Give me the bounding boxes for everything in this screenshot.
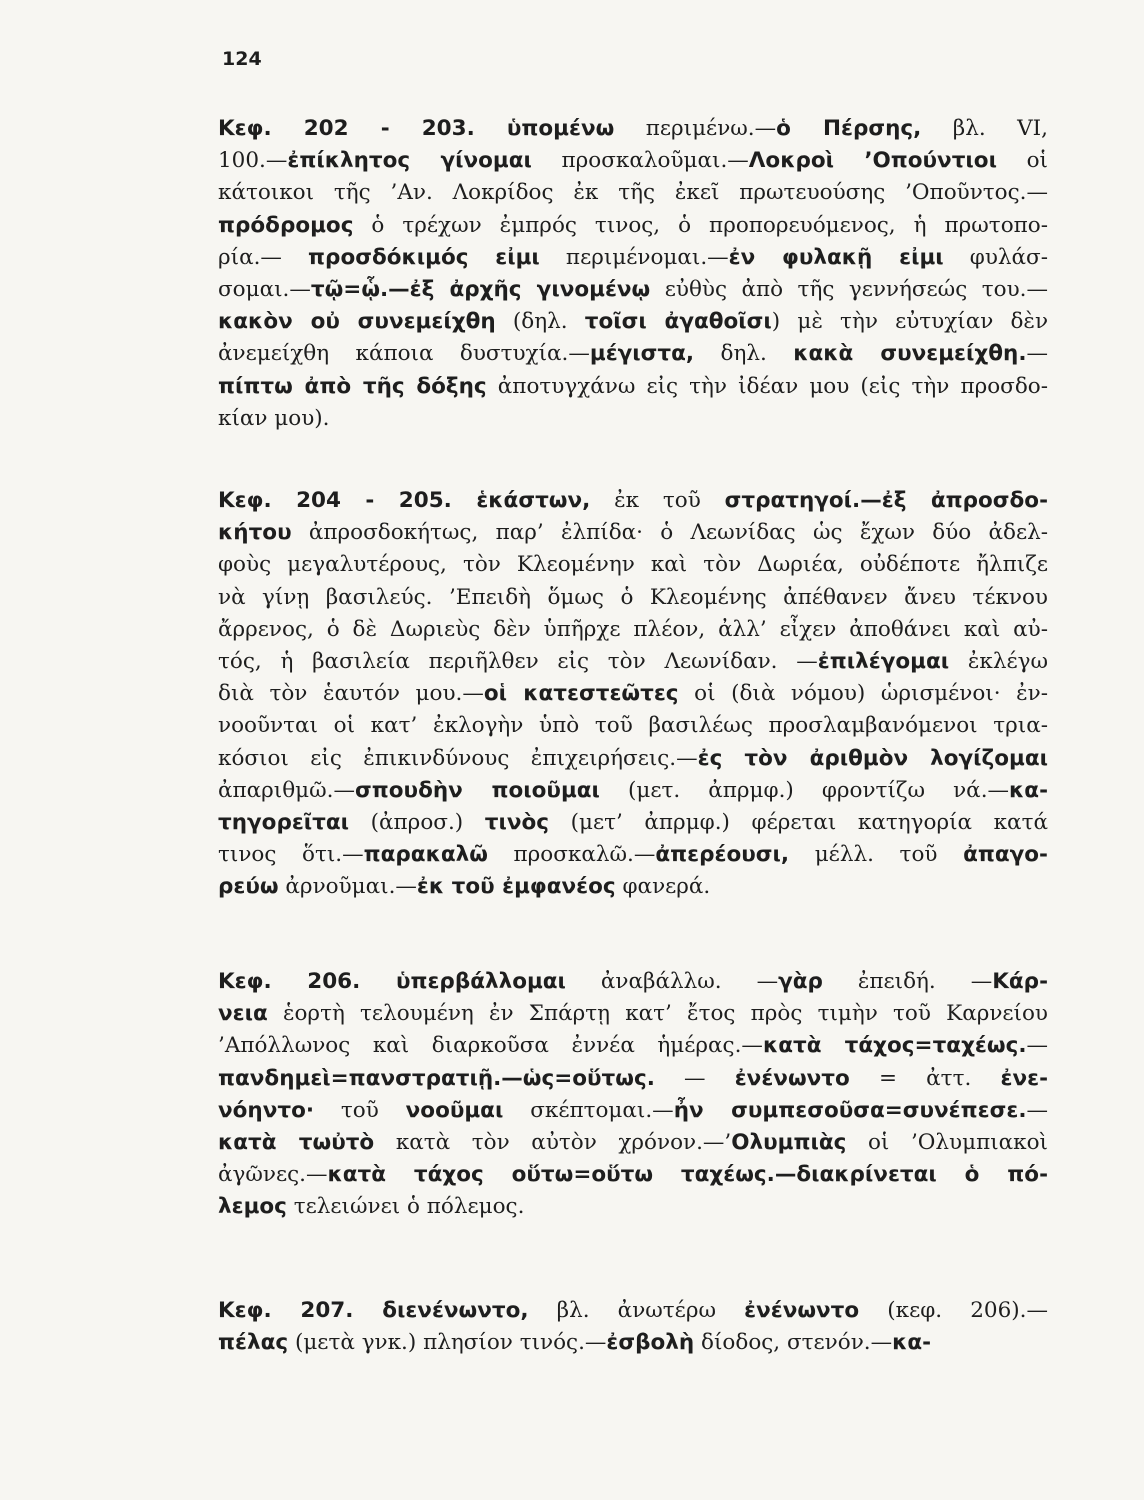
text-line xyxy=(218,582,1048,614)
lemma-term: πίπτω ἀπὸ τῆς δόξης xyxy=(218,373,487,399)
lemma-term: λεμος xyxy=(218,1194,287,1220)
gloss-text: — xyxy=(1026,1033,1048,1059)
text-line xyxy=(218,338,1048,370)
lemma-term: ἐκ τοῦ ἐμφανέος xyxy=(416,874,616,900)
gloss-text: σομαι.— xyxy=(218,277,311,303)
gloss-text: ) μὲ τὴν εὐτυχίαν δὲν xyxy=(771,309,1049,335)
lemma-term: κήτου xyxy=(218,520,292,546)
lemma-term: ἐσβολὴ xyxy=(606,1330,695,1356)
text-line xyxy=(218,485,1048,517)
gloss-text: βλ. ἀνωτέρω xyxy=(528,1298,745,1323)
lemma-term: πρόδρομος xyxy=(218,212,354,238)
gloss-text: σκέπτομαι.— xyxy=(503,1097,674,1123)
lemma-term: τηγορεῖται xyxy=(218,810,350,836)
lemma-term: Κεφ. 202 - 203. xyxy=(218,116,507,141)
gloss-text: ἐκ τοῦ xyxy=(590,488,725,513)
text-line xyxy=(218,871,1048,903)
lemma-term: ἐς τὸν ἀριθμὸν λογίζομαι xyxy=(697,745,1048,771)
lemma-term: πανδημεὶ=πανστρατιῇ.—ὡς=οὕτως. xyxy=(218,1065,655,1091)
text-line xyxy=(218,403,1048,435)
gloss-text: περιμένω.— xyxy=(614,116,777,141)
lemma-term: παρακαλῶ xyxy=(363,842,488,868)
page-number: 124 xyxy=(222,48,262,70)
lemma-term: ἀπαγο- xyxy=(963,842,1048,868)
gloss-text: ρία.— xyxy=(218,244,309,270)
text-line xyxy=(218,177,1048,209)
gloss-text: κατὰ τὸν αὐτὸν χρόνον.—’ xyxy=(374,1130,732,1156)
lemma-term: τῷ=ᾧ.—ἐξ ἀρχῆς γινομένῳ xyxy=(310,277,651,303)
lemma-term: ἐνε- xyxy=(1000,1065,1048,1091)
text-line xyxy=(218,743,1048,775)
lemma-term: νεια xyxy=(218,1001,268,1027)
text-line xyxy=(218,614,1048,646)
gloss-text: — xyxy=(1026,341,1048,367)
text-line xyxy=(218,549,1048,581)
lemma-term: γὰρ xyxy=(778,969,823,994)
gloss-text: ἑορτὴ τελουμένη ἐν Σπάρτῃ κατ’ ἔτος πρὸς τιμὴν τοῦ Καρνείου xyxy=(267,1001,1048,1027)
lemma-term: κα- xyxy=(1009,777,1048,803)
gloss-text: τελειώνει ὁ πόλεμος. xyxy=(286,1194,525,1220)
text-line xyxy=(218,1327,1048,1359)
text-line xyxy=(218,1030,1048,1062)
lemma-term: ἐν φυλακῇ εἰμι xyxy=(728,244,944,270)
lemma-term: νόηντο· xyxy=(218,1097,315,1123)
gloss-text: τοῦ xyxy=(314,1097,406,1123)
gloss-text: ἀγῶνες.— xyxy=(218,1162,328,1188)
gloss-text: (μετ. ἀπρμφ.) φροντίζω νά.— xyxy=(599,777,1010,803)
lemma-term: πέλας xyxy=(218,1330,289,1356)
text-line xyxy=(218,306,1048,338)
gloss-text: (μετὰ γνκ.) πλησίον τινός.— xyxy=(288,1330,607,1356)
text-line xyxy=(218,1063,1048,1095)
lemma-term: ἀπερέουσι, xyxy=(655,842,790,868)
commentary-chapters-202-203 xyxy=(218,113,1048,435)
gloss-text: ὁ τρέχων ἐμπρός τινος, ὁ προπορευόμενος, ἡ πρωτοπο- xyxy=(353,212,1048,238)
text-line xyxy=(218,145,1048,177)
gloss-text: οἱ xyxy=(996,148,1048,174)
gloss-text: βλ. VI, xyxy=(921,116,1048,141)
text-line xyxy=(218,807,1048,839)
lemma-term: κα- xyxy=(892,1330,932,1356)
gloss-text: μέλλ. τοῦ xyxy=(789,842,964,868)
text-line xyxy=(218,998,1048,1030)
text-line xyxy=(218,242,1048,274)
lemma-term: σπουδὴν ποιοῦμαι xyxy=(355,777,600,803)
text-line xyxy=(218,371,1048,403)
gloss-text: ἐκλέγω xyxy=(949,649,1048,675)
gloss-text: φοὺς μεγαλυτέρους, τὸν Κλεομένην καὶ τὸν Δωριέα, οὐδέποτε ἤλπιζε xyxy=(218,552,1048,578)
gloss-text: (κεφ. 206).— xyxy=(859,1298,1049,1323)
text-line xyxy=(218,966,1048,998)
text-line xyxy=(218,646,1048,678)
commentary-chapter-207 xyxy=(218,1295,1048,1359)
gloss-text: ἀπαριθμῶ.— xyxy=(218,777,356,803)
lemma-term: ἑκάστων, xyxy=(476,488,591,513)
text-line xyxy=(218,274,1048,306)
gloss-text: προσκαλῶ.— xyxy=(487,842,656,868)
gloss-text: περιμένομαι.— xyxy=(539,244,729,270)
lemma-term: ὑπερβάλλομαι xyxy=(395,969,566,994)
lemma-term: κατὰ τάχος οὕτω=οὕτω ταχέως.—διακρίνεται ὁ πό- xyxy=(327,1162,1048,1188)
text-line xyxy=(218,1295,1048,1327)
text-line xyxy=(218,710,1048,742)
lemma-term: στρατηγοί.—ἐξ ἀπροσδο- xyxy=(724,488,1049,513)
gloss-text: ἀπροσδοκήτως, παρ’ ἐλπίδα· ὁ Λεωνίδας ὡς ἔχων δύο ἀδελ- xyxy=(291,520,1048,546)
text-line xyxy=(218,517,1048,549)
lemma-term: ὑπομένω xyxy=(506,116,615,141)
gloss-text: (μετ’ ἀπρμφ.) φέρεται κατηγορία κατά xyxy=(549,810,1048,836)
lemma-term: ἐνένωντο xyxy=(744,1298,860,1323)
lemma-term: κακὸν οὐ συνεμείχθη xyxy=(218,309,496,335)
lemma-term: ἐνένωντο xyxy=(734,1065,850,1091)
gloss-text: ἄρρενος, ὁ δὲ Δωριεὺς δὲν ὑπῆρχε πλέον, ἀλλ’ εἶχεν ἀποθάνει καὶ αὐ- xyxy=(218,616,1048,642)
text-line xyxy=(218,210,1048,242)
lemma-term: κακὰ συνεμείχθη. xyxy=(793,341,1027,367)
text-line xyxy=(218,678,1048,710)
gloss-text: δίοδος, στενόν.— xyxy=(694,1330,893,1356)
lemma-term: κατὰ τωὐτὸ xyxy=(218,1130,375,1156)
lemma-term: κατὰ τάχος=ταχέως. xyxy=(762,1033,1027,1059)
gloss-text: προσκαλοῦμαι.— xyxy=(531,148,749,174)
gloss-text: οἱ (διὰ νόμου) ὡρισμένοι· ἐν- xyxy=(678,681,1048,707)
gloss-text: οἱ ’Ολυμπιακοὶ xyxy=(846,1130,1048,1156)
gloss-text: τός, ἡ βασιλεία περιῆλθεν εἰς τὸν Λεωνίδαν. — xyxy=(218,649,818,675)
lemma-term: τινὸς xyxy=(484,810,550,836)
gloss-text: ἀρνοῦμαι.— xyxy=(278,874,417,900)
gloss-text: ἀνεμείχθη κάποια δυστυχία.— xyxy=(218,341,590,367)
lemma-term: τοῖσι ἀγαθοῖσι xyxy=(584,309,772,335)
text-line xyxy=(218,1159,1048,1191)
text-line xyxy=(218,775,1048,807)
gloss-text: (ἀπροσ.) xyxy=(349,810,485,836)
lemma-term: οἱ κατεστεῶτες xyxy=(483,681,679,707)
lemma-term: Κεφ. 206. xyxy=(218,969,396,994)
gloss-text: διὰ τὸν ἑαυτόν μου.— xyxy=(218,681,484,707)
gloss-text: φυλάσ- xyxy=(943,244,1048,270)
text-line xyxy=(218,1127,1048,1159)
text-line xyxy=(218,839,1048,871)
lemma-term: μέγιστα, xyxy=(589,341,695,367)
commentary-chapter-206 xyxy=(218,966,1048,1224)
gloss-text: κίαν μου). xyxy=(218,405,330,431)
lemma-term: ἐπιλέγομαι xyxy=(817,649,950,675)
text-line xyxy=(218,1095,1048,1127)
lemma-term: Κάρ- xyxy=(992,969,1048,994)
lemma-term: διενένωντο, xyxy=(382,1298,529,1323)
gloss-text: — xyxy=(654,1065,735,1091)
gloss-text: νοοῦνται οἱ κατ’ ἐκλογὴν ὑπὸ τοῦ βασιλέως προσλαμβανόμενοι τρια- xyxy=(218,713,1048,739)
text-line xyxy=(218,113,1048,145)
gloss-text: ἐπειδή. — xyxy=(822,969,993,994)
gloss-text: (δηλ. xyxy=(495,309,585,335)
lemma-term: Ολυμπιὰς xyxy=(731,1130,847,1156)
lemma-term: Κεφ. 204 - 205. xyxy=(218,488,477,513)
gloss-text: ἀποτυγχάνω εἰς τὴν ἰδέαν μου (εἰς τὴν προσδο- xyxy=(486,373,1048,399)
gloss-text: τινος ὅτι.— xyxy=(218,842,364,868)
gloss-text: δηλ. xyxy=(694,341,794,367)
gloss-text: ἀναβάλλω. — xyxy=(565,969,779,994)
gloss-text: κόσιοι εἰς ἐπικινδύνους ἐπιχειρήσεις.— xyxy=(218,745,698,771)
lemma-term: νοοῦμαι xyxy=(405,1097,504,1123)
lemma-term: ἦν συμπεσοῦσα=συνέπεσε. xyxy=(673,1097,1027,1123)
lemma-term: ὁ Πέρσης, xyxy=(776,116,922,141)
lemma-term: ἐπίκλητος γίνομαι xyxy=(287,148,532,174)
lemma-term: Κεφ. 207. xyxy=(218,1298,383,1323)
gloss-text: = ἀττ. xyxy=(849,1065,1001,1091)
gloss-text: κάτοικοι τῆς ’Αν. Λοκρίδος ἐκ τῆς ἐκεῖ πρωτευούσης ’Οποῦντος.— xyxy=(218,180,1048,206)
gloss-text: φανερά. xyxy=(615,874,711,900)
gloss-text: εὐθὺς ἀπὸ τῆς γεννήσεώς του.— xyxy=(650,277,1048,303)
gloss-text: ’Απόλλωνος καὶ διαρκοῦσα ἐννέα ἡμέρας.— xyxy=(218,1033,763,1059)
lemma-term: Λοκροὶ ’Οπούντιοι xyxy=(748,148,997,174)
gloss-text: — xyxy=(1026,1097,1048,1123)
lemma-term: προσδόκιμός εἰμι xyxy=(308,244,540,270)
gloss-text: 100.— xyxy=(218,148,288,174)
gloss-text: νὰ γίνῃ βασιλεύς. ’Επειδὴ ὅμως ὁ Κλεομένης ἀπέθανεν ἄνευ τέκνου xyxy=(218,584,1048,610)
commentary-chapters-204-205 xyxy=(218,485,1048,904)
lemma-term: ρεύω xyxy=(218,874,279,900)
text-line xyxy=(218,1191,1048,1223)
